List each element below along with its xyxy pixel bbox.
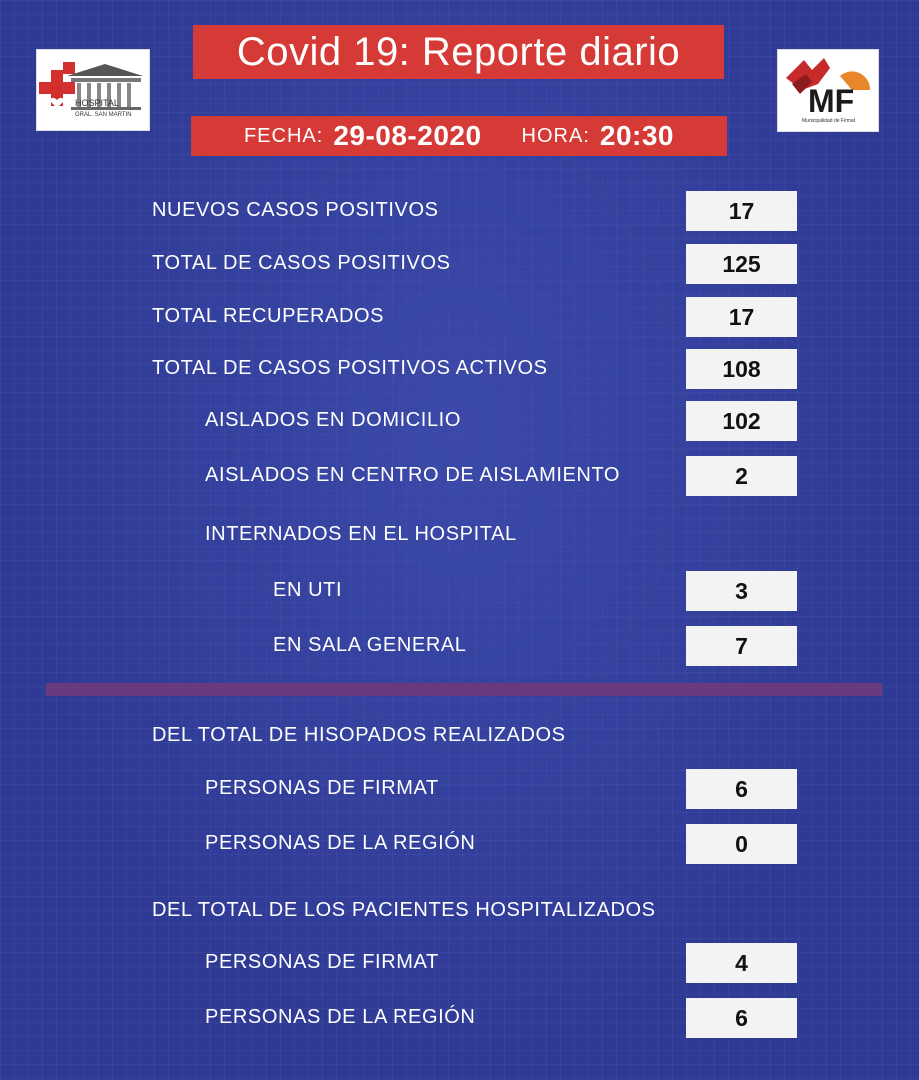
row-label-total-recuperados: TOTAL RECUPERADOS [152,305,385,327]
row-label-hisopados-region: PERSONAS DE LA REGIÓN [205,832,476,854]
municipality-logo-graphic [778,50,878,131]
time-value: 20:30 [599,120,675,151]
value-total-casos: 125 [686,244,797,284]
time-label: HORA: [521,124,590,147]
section-divider [46,683,882,696]
date-time-banner [191,116,727,156]
row-label-hisopados: DEL TOTAL DE HISOPADOS REALIZADOS [152,724,566,746]
row-label-hisopados-firmat: PERSONAS DE FIRMAT [205,777,439,799]
value-hospitalizados-region: 6 [686,998,797,1038]
value-aislados-domicilio: 102 [686,401,797,441]
date-label: FECHA: [243,124,324,147]
value-aislados-centro: 2 [686,456,797,496]
hospital-logo-line2: GRAL. SAN MARTIN [75,112,132,118]
value-casos-activos: 108 [686,349,797,389]
row-label-total-casos: TOTAL DE CASOS POSITIVOS [152,252,451,274]
row-label-aislados-centro: AISLADOS EN CENTRO DE AISLAMIENTO [205,464,621,486]
value-en-uti: 3 [686,571,797,611]
value-hospitalizados-firmat: 4 [686,943,797,983]
value-hisopados-firmat: 6 [686,769,797,809]
municipality-logo [777,49,879,132]
value-total-recuperados: 17 [686,297,797,337]
hospital-logo-graphic [37,50,149,130]
mf-logo-text: MF [808,83,855,119]
row-label-nuevos-casos: NUEVOS CASOS POSITIVOS [152,199,439,221]
value-sala-general: 7 [686,626,797,666]
row-label-internados: INTERNADOS EN EL HOSPITAL [205,523,517,545]
row-label-casos-activos: TOTAL DE CASOS POSITIVOS ACTIVOS [152,357,548,379]
row-label-sala-general: EN SALA GENERAL [273,634,467,656]
hospital-logo-line1: HOSPITAL [75,98,119,108]
mf-logo-subtitle: Municipalidad de Firmat [802,118,856,124]
row-label-hospitalizados-region: PERSONAS DE LA REGIÓN [205,1006,476,1028]
row-label-hospitalizados: DEL TOTAL DE LOS PACIENTES HOSPITALIZADOS [152,899,656,921]
value-nuevos-casos: 17 [686,191,797,231]
hospital-logo [36,49,150,131]
row-label-hospitalizados-firmat: PERSONAS DE FIRMAT [205,951,439,973]
value-hisopados-region: 0 [686,824,797,864]
row-label-aislados-domicilio: AISLADOS EN DOMICILIO [205,409,461,431]
date-value: 29-08-2020 [333,120,482,151]
row-label-en-uti: EN UTI [273,579,343,601]
report-title: Covid 19: Reporte diario [193,25,724,79]
